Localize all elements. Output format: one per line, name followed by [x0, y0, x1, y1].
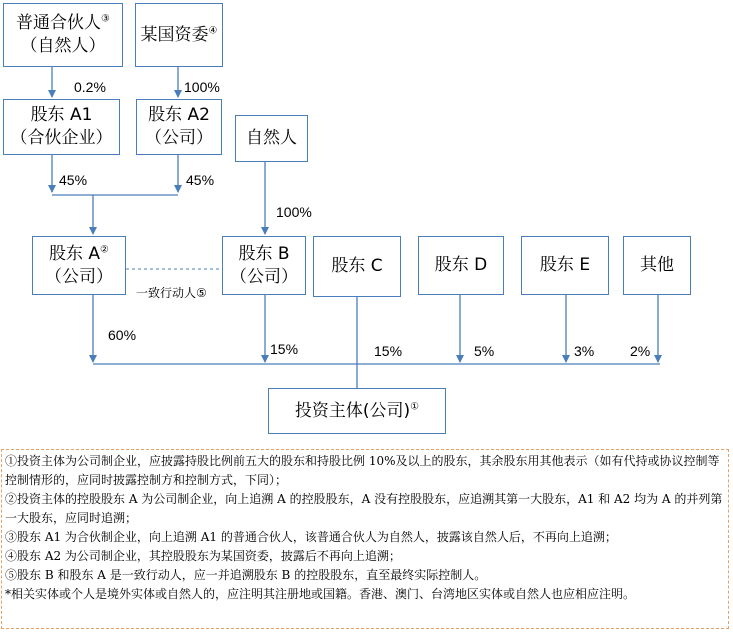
shareholder-e-label: 股东 E [539, 255, 591, 276]
note-6: *相关实体或个人是境外实体或自然人的，应注明其注册地或国籍。香港、澳门、台湾地区实体或自然人也应相应注明。 [5, 587, 636, 601]
shareholder-c-label: 股东 C [331, 256, 383, 277]
node-other [623, 236, 691, 295]
pct-b-subject: 15% [270, 341, 299, 357]
pct-sasac-a2: 100% [184, 79, 220, 95]
other-label: 其他 [640, 255, 674, 276]
note-1: ①投资主体为公司制企业，应披露持股比例前五大的股东和持股比例 10%及以上的股东，其余股东用其他表示（如有代持或协议控制等控制情形的，应同时披露控制方和控制方式，下同）； [5, 454, 720, 487]
shareholder-a-label: 股东 A [48, 243, 101, 264]
note-ref-3: ③ [101, 13, 110, 25]
shareholder-b-label: 股东 B [238, 243, 290, 264]
natural-person-label: 自然人 [246, 128, 297, 149]
general-partner-sublabel: （自然人） [20, 36, 106, 56]
pct-d-subject: 5% [474, 343, 495, 359]
note-ref-4: ④ [208, 24, 218, 36]
node-shareholder-a2 [136, 99, 222, 155]
node-sasac [135, 3, 223, 67]
pct-c-subject: 15% [374, 343, 403, 359]
node-general-partner [3, 3, 123, 67]
note-5: ⑤股东 B 和股东 A 是一致行动人，应一并追溯股东 B 的控股股东，直至最终实际控制人。 [5, 568, 487, 582]
node-shareholder-a [32, 236, 126, 295]
pct-a-subject: 60% [108, 327, 137, 343]
node-shareholder-e [521, 236, 609, 295]
node-shareholder-c [313, 236, 401, 297]
node-shareholder-d [418, 236, 504, 295]
pct-other-subject: 2% [630, 343, 651, 359]
notes-panel [1, 449, 729, 629]
note-4: ④股东 A2 为公司制企业，其控股股东为某国资委，披露后不再向上追溯； [5, 549, 401, 563]
node-shareholder-b [222, 236, 306, 295]
general-partner-label: 普通合伙人 [16, 13, 102, 34]
shareholder-b-sublabel: （公司） [230, 266, 298, 287]
note-2: ②投资主体的控股股东 A 为公司制企业，向上追溯 A 的控股股东，A 没有控股股东，应追溯其第一大股东，A1 和 A2 均为 A 的并列第一大股东，应同时追溯； [5, 492, 723, 525]
shareholder-a2-label: 股东 A2 [148, 105, 210, 126]
concert-party-label: 一致行动人⑤ [136, 286, 207, 300]
shareholder-a-sublabel: （公司） [45, 266, 113, 287]
sasac-label: 某国资委 [140, 24, 209, 45]
pct-natural-b: 100% [276, 204, 312, 220]
shareholder-a1-sublabel: （合伙企业） [10, 128, 113, 148]
pct-a2-a: 45% [186, 172, 215, 188]
note-ref-2: ② [100, 243, 109, 255]
shareholder-a1-label: 股东 A1 [30, 105, 93, 126]
shareholder-a2-sublabel: （公司） [145, 128, 213, 148]
pct-partner-a1: 0.2% [74, 79, 106, 95]
pct-e-subject: 3% [574, 343, 595, 359]
node-shareholder-a1 [3, 99, 120, 155]
investment-subject-label: 投资主体(公司) [294, 400, 411, 421]
note-ref-1: ① [410, 400, 420, 412]
node-investment-subject [268, 388, 446, 434]
note-3: ③股东 A1 为合伙制企业，向上追溯 A1 的普通合伙人，该普通合伙人为自然人，披露该自然人后，不再向上追溯； [5, 530, 617, 544]
node-natural-person [235, 115, 308, 162]
shareholder-d-label: 股东 D [434, 255, 488, 276]
pct-a1-a: 45% [59, 172, 88, 188]
